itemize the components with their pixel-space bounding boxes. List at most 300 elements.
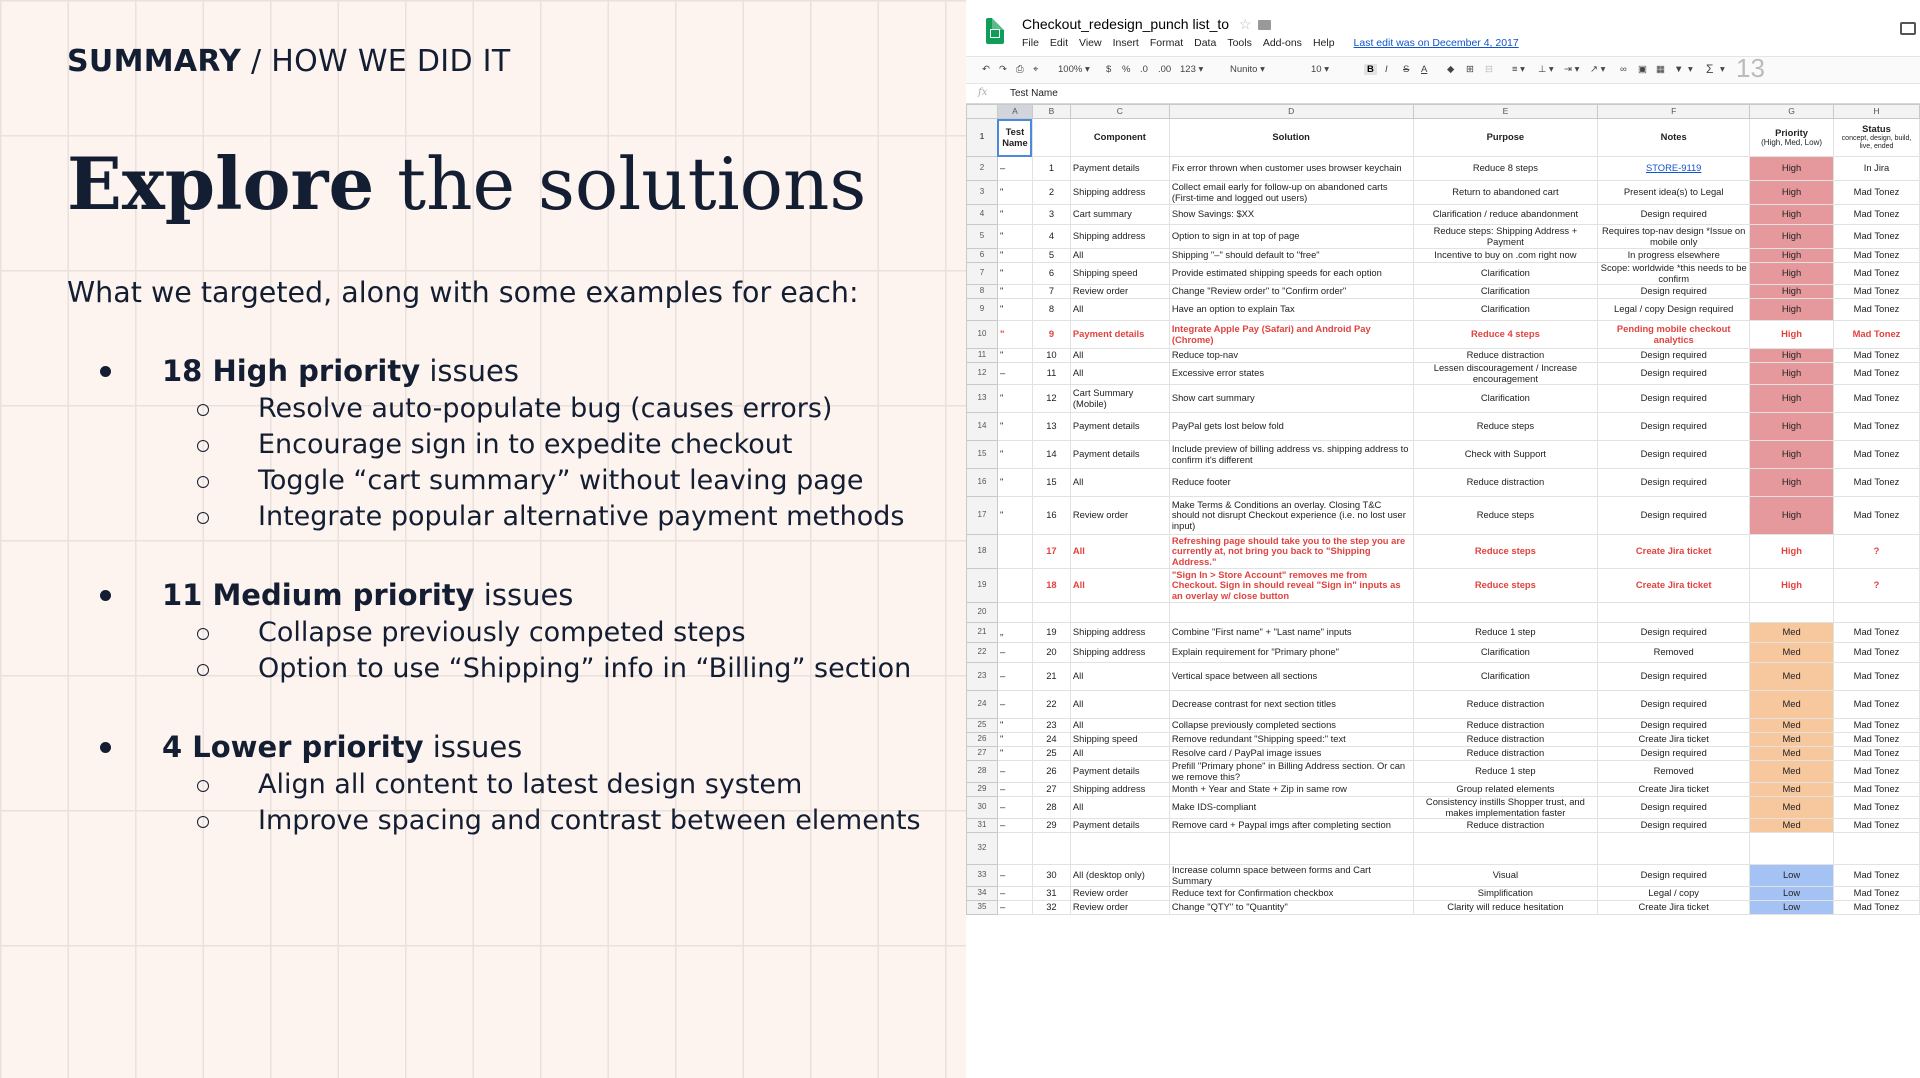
header-priority[interactable] (1750, 119, 1834, 157)
redo-icon[interactable]: ↷ (999, 64, 1007, 75)
table-row[interactable] (967, 833, 1920, 865)
column-header[interactable]: B (1032, 105, 1070, 119)
row-header[interactable]: 33 (967, 865, 998, 887)
header-status[interactable] (1834, 119, 1920, 157)
row-header[interactable]: 7 (967, 263, 998, 285)
cell-purpose[interactable] (1413, 603, 1598, 623)
row-header[interactable]: 22 (967, 643, 998, 663)
cell-number[interactable]: 1 (1032, 157, 1070, 181)
cell-solution[interactable]: Month + Year and State + Zip in same row (1169, 783, 1413, 797)
table-row[interactable] (967, 363, 1920, 385)
column-header[interactable]: F (1598, 105, 1750, 119)
cell-test-name[interactable]: " (997, 349, 1032, 363)
cell-component[interactable]: Shipping speed (1070, 263, 1169, 285)
cell-status[interactable]: Mad Tonez (1834, 819, 1920, 833)
cell-notes[interactable]: Create Jira ticket (1598, 783, 1750, 797)
row-header[interactable]: 16 (967, 469, 998, 497)
cell-solution[interactable]: Include preview of billing address vs. shipping address to confirm it's different (1169, 441, 1413, 469)
cell-notes[interactable]: Create Jira ticket (1598, 535, 1750, 569)
cell-notes[interactable]: STORE-9119 (1598, 157, 1750, 181)
fill-color-icon[interactable]: ◆ (1447, 64, 1455, 75)
cell-test-name[interactable]: – (997, 887, 1032, 901)
cell-priority[interactable]: High (1750, 413, 1834, 441)
cell-number[interactable]: 16 (1032, 497, 1070, 535)
column-header[interactable]: D (1169, 105, 1413, 119)
table-row[interactable] (967, 385, 1920, 413)
cell-solution[interactable]: Change "QTY" to "Quantity" (1169, 901, 1413, 915)
cell-status[interactable]: In Jira (1834, 157, 1920, 181)
table-row[interactable] (967, 157, 1920, 181)
cell-component[interactable]: Review order (1070, 887, 1169, 901)
strikethrough-button[interactable]: S (1403, 64, 1410, 75)
menu-item-insert[interactable]: Insert (1112, 37, 1139, 49)
currency-button[interactable]: $ (1106, 64, 1112, 75)
cell-solution[interactable]: Prefill "Primary phone" in Billing Address section. Or can we remove this? (1169, 761, 1413, 783)
vertical-align-icon[interactable]: ⊥ ▾ (1538, 64, 1554, 75)
cell-component[interactable]: All (1070, 299, 1169, 321)
italic-button[interactable]: I (1385, 64, 1388, 75)
cell-status[interactable]: Mad Tonez (1834, 497, 1920, 535)
column-header[interactable]: C (1070, 105, 1169, 119)
cell-test-name[interactable]: " (997, 321, 1032, 349)
cell-solution[interactable]: PayPal gets lost below fold (1169, 413, 1413, 441)
cell-component[interactable] (1070, 603, 1169, 623)
cell-solution[interactable]: Reduce top-nav (1169, 349, 1413, 363)
cell-solution[interactable]: Increase column space between forms and Cart Summary (1169, 865, 1413, 887)
cell-number[interactable]: 3 (1032, 205, 1070, 225)
cell-number[interactable]: 12 (1032, 385, 1070, 413)
cell-test-name[interactable]: " (997, 181, 1032, 205)
cell-solution[interactable]: Combine "First name" + "Last name" inputs (1169, 623, 1413, 643)
cell-test-name[interactable]: " (997, 263, 1032, 285)
cell-priority[interactable]: Low (1750, 887, 1834, 901)
cell-number[interactable] (1032, 603, 1070, 623)
cell-component[interactable]: Shipping address (1070, 783, 1169, 797)
table-row[interactable] (967, 623, 1920, 643)
increase-decimal-button[interactable]: .00 (1158, 64, 1172, 75)
cell-component[interactable]: All (1070, 469, 1169, 497)
row-header[interactable]: 26 (967, 733, 998, 747)
percent-button[interactable]: % (1122, 64, 1131, 75)
cell-purpose[interactable]: Clarification (1413, 643, 1598, 663)
cell-priority[interactable]: High (1750, 285, 1834, 299)
cell-purpose[interactable]: Visual (1413, 865, 1598, 887)
row-header[interactable]: 29 (967, 783, 998, 797)
cell-solution[interactable]: Show cart summary (1169, 385, 1413, 413)
cell-number[interactable]: 29 (1032, 819, 1070, 833)
cell-number[interactable]: 20 (1032, 643, 1070, 663)
cell-solution[interactable]: Show Savings: $XX (1169, 205, 1413, 225)
cell-status[interactable]: Mad Tonez (1834, 321, 1920, 349)
cell-solution[interactable]: Resolve card / PayPal image issues (1169, 747, 1413, 761)
menu-item-format[interactable]: Format (1149, 37, 1184, 49)
row-header[interactable]: 28 (967, 761, 998, 783)
cell-test-name[interactable]: – (997, 783, 1032, 797)
header-component[interactable]: Component (1070, 119, 1169, 157)
cell-number[interactable]: 9 (1032, 321, 1070, 349)
merge-cells-icon[interactable]: ⊟ (1485, 64, 1493, 75)
cell-purpose[interactable]: Check with Support (1413, 441, 1598, 469)
row-header[interactable]: 21 (967, 623, 998, 643)
cell-solution[interactable]: Refreshing page should take you to the step you are currently at, not bring you back to "Shipping Address." (1169, 535, 1413, 569)
cell-test-name[interactable]: – (997, 663, 1032, 691)
column-header[interactable]: G (1750, 105, 1834, 119)
cell-component[interactable]: All (1070, 691, 1169, 719)
zoom-select[interactable]: 100% ▾ (1058, 64, 1090, 75)
cell-test-name[interactable]: " (997, 205, 1032, 225)
cell-purpose[interactable]: Reduce distraction (1413, 747, 1598, 761)
cell-status[interactable] (1834, 603, 1920, 623)
menu-item-file[interactable]: File (1022, 37, 1039, 49)
cell-priority[interactable]: High (1750, 205, 1834, 225)
cell-priority[interactable] (1750, 833, 1834, 865)
table-row[interactable] (967, 249, 1920, 263)
text-wrap-icon[interactable]: ⇥ ▾ (1564, 64, 1580, 75)
cell-component[interactable]: All (desktop only) (1070, 865, 1169, 887)
cell-priority[interactable]: High (1750, 385, 1834, 413)
cell-status[interactable]: Mad Tonez (1834, 887, 1920, 901)
cell-purpose[interactable]: Consistency instills Shopper trust, and makes implementation faster (1413, 797, 1598, 819)
cell-test-name[interactable]: " (997, 719, 1032, 733)
row-header[interactable]: 19 (967, 569, 998, 603)
cell-notes[interactable]: Design required (1598, 623, 1750, 643)
row-header[interactable]: 1 (967, 119, 998, 157)
cell-number[interactable]: 26 (1032, 761, 1070, 783)
cell-priority[interactable]: Med (1750, 761, 1834, 783)
cell-component[interactable]: Cart Summary (Mobile) (1070, 385, 1169, 413)
table-row[interactable] (967, 733, 1920, 747)
cell-solution[interactable]: Integrate Apple Pay (Safari) and Android Pay (Chrome) (1169, 321, 1413, 349)
cell-purpose[interactable]: Clarification (1413, 299, 1598, 321)
table-row[interactable] (967, 603, 1920, 623)
insert-comment-icon[interactable]: ▣ (1638, 64, 1647, 75)
font-select[interactable]: Nunito ▾ (1230, 64, 1265, 75)
table-row[interactable] (967, 569, 1920, 603)
cell-status[interactable]: Mad Tonez (1834, 663, 1920, 691)
table-row[interactable] (967, 783, 1920, 797)
cell-purpose[interactable]: Simplification (1413, 887, 1598, 901)
header-notes[interactable]: Notes (1598, 119, 1750, 157)
cell-notes[interactable] (1598, 603, 1750, 623)
doc-title-text[interactable]: Checkout_redesign_punch list_to (1022, 16, 1230, 32)
cell-notes[interactable]: Design required (1598, 441, 1750, 469)
cell-component[interactable]: Payment details (1070, 321, 1169, 349)
sheet-grid[interactable] (966, 104, 1920, 915)
cell-purpose[interactable]: Reduce distraction (1413, 349, 1598, 363)
cell-purpose[interactable]: Clarification (1413, 263, 1598, 285)
row-header[interactable]: 23 (967, 663, 998, 691)
row-header[interactable]: 32 (967, 833, 998, 865)
cell-purpose[interactable] (1413, 833, 1598, 865)
cell-test-name[interactable] (997, 603, 1032, 623)
cell-priority[interactable]: High (1750, 249, 1834, 263)
cell-purpose[interactable]: Reduce steps (1413, 497, 1598, 535)
cell-notes[interactable]: Design required (1598, 363, 1750, 385)
menu-item-add-ons[interactable]: Add-ons (1262, 37, 1302, 49)
decrease-decimal-button[interactable]: .0 (1140, 64, 1148, 75)
cell-purpose[interactable]: Reduce 1 step (1413, 761, 1598, 783)
cell-status[interactable]: Mad Tonez (1834, 225, 1920, 249)
table-row[interactable] (967, 865, 1920, 887)
cell-purpose[interactable]: Reduce 4 steps (1413, 321, 1598, 349)
cell-test-name[interactable]: " (997, 497, 1032, 535)
cell-status[interactable]: Mad Tonez (1834, 719, 1920, 733)
cell-priority[interactable]: High (1750, 225, 1834, 249)
cell-test-name[interactable]: – (997, 157, 1032, 181)
cell-test-name[interactable]: – (997, 363, 1032, 385)
cell-number[interactable]: 18 (1032, 569, 1070, 603)
cell-solution[interactable]: "Sign In > Store Account" removes me from Checkout. Sign in should reveal "Sign in" inputs as an overlay w/ close button (1169, 569, 1413, 603)
row-header[interactable]: 8 (967, 285, 998, 299)
cell-number[interactable]: 11 (1032, 363, 1070, 385)
row-header[interactable]: 34 (967, 887, 998, 901)
cell-purpose[interactable]: Lessen discouragement / Increase encouragement (1413, 363, 1598, 385)
text-color-icon[interactable]: A (1421, 64, 1428, 75)
cell-component[interactable]: Shipping address (1070, 623, 1169, 643)
cell-status[interactable]: Mad Tonez (1834, 263, 1920, 285)
cell-test-name[interactable]: " (997, 385, 1032, 413)
function-button[interactable]: Σ (1706, 62, 1714, 76)
insert-chart-icon[interactable]: ▦ (1656, 64, 1665, 75)
header-test-name[interactable]: Test Name (997, 119, 1032, 157)
filter-views-icon[interactable]: ▾ (1688, 64, 1693, 75)
cell-notes[interactable]: Design required (1598, 349, 1750, 363)
sheets-logo-icon[interactable] (986, 18, 1004, 44)
cell-purpose[interactable]: Reduce distraction (1413, 819, 1598, 833)
cell-test-name[interactable] (997, 833, 1032, 865)
cell-component[interactable]: Payment details (1070, 761, 1169, 783)
cell-number[interactable]: 24 (1032, 733, 1070, 747)
menu-item-data[interactable]: Data (1194, 37, 1217, 49)
cell-number[interactable]: 23 (1032, 719, 1070, 733)
cell-purpose[interactable]: Clarification / reduce abandonment (1413, 205, 1598, 225)
cell-number[interactable]: 31 (1032, 887, 1070, 901)
row-header[interactable]: 3 (967, 181, 998, 205)
column-header[interactable]: E (1413, 105, 1598, 119)
horizontal-align-icon[interactable]: ≡ ▾ (1512, 64, 1525, 75)
cell-test-name[interactable]: " (997, 469, 1032, 497)
cell-priority[interactable]: Low (1750, 865, 1834, 887)
cell-status[interactable]: Mad Tonez (1834, 783, 1920, 797)
table-row[interactable] (967, 349, 1920, 363)
cell-priority[interactable]: High (1750, 321, 1834, 349)
cell-test-name[interactable] (997, 569, 1032, 603)
cell-solution[interactable]: Explain requirement for "Primary phone" (1169, 643, 1413, 663)
cell-number[interactable]: 28 (1032, 797, 1070, 819)
cell-notes[interactable]: Legal / copy (1598, 887, 1750, 901)
cell-notes[interactable]: In progress elsewhere (1598, 249, 1750, 263)
cell-priority[interactable]: High (1750, 263, 1834, 285)
cell-priority[interactable]: High (1750, 349, 1834, 363)
row-header[interactable]: 6 (967, 249, 998, 263)
cell-solution[interactable]: Remove redundant "Shipping speed:" text (1169, 733, 1413, 747)
table-row[interactable] (967, 535, 1920, 569)
cell-notes[interactable]: Requires top-nav design *Issue on mobile only (1598, 225, 1750, 249)
cell-number[interactable]: 10 (1032, 349, 1070, 363)
row-header[interactable]: 31 (967, 819, 998, 833)
formula-value[interactable]: Test Name (1010, 88, 1058, 99)
cell-number[interactable]: 15 (1032, 469, 1070, 497)
cell-status[interactable]: Mad Tonez (1834, 691, 1920, 719)
cell-number[interactable]: 19 (1032, 623, 1070, 643)
table-row[interactable] (967, 441, 1920, 469)
row-header[interactable]: 14 (967, 413, 998, 441)
cell-purpose[interactable]: Incentive to buy on .com right now (1413, 249, 1598, 263)
cell-status[interactable]: Mad Tonez (1834, 349, 1920, 363)
cell-priority[interactable]: High (1750, 363, 1834, 385)
paint-format-icon[interactable]: ⌖ (1033, 64, 1039, 75)
bold-button[interactable]: B (1364, 64, 1377, 75)
cell-status[interactable]: ? (1834, 535, 1920, 569)
comment-icon[interactable] (1900, 22, 1916, 35)
cell-priority[interactable]: Med (1750, 643, 1834, 663)
cell-priority[interactable]: Med (1750, 691, 1834, 719)
cell-number[interactable]: 13 (1032, 413, 1070, 441)
cell-status[interactable]: Mad Tonez (1834, 733, 1920, 747)
cell-notes[interactable]: Design required (1598, 469, 1750, 497)
row-header[interactable]: 9 (967, 299, 998, 321)
row-header[interactable]: 11 (967, 349, 998, 363)
cell-priority[interactable]: High (1750, 497, 1834, 535)
cell-priority[interactable]: High (1750, 569, 1834, 603)
row-header[interactable]: 12 (967, 363, 998, 385)
cell-notes[interactable]: Design required (1598, 285, 1750, 299)
cell-test-name[interactable]: – (997, 797, 1032, 819)
borders-icon[interactable]: ⊞ (1466, 64, 1474, 75)
table-row[interactable] (967, 225, 1920, 249)
menu-item-tools[interactable]: Tools (1227, 37, 1252, 49)
cell-component[interactable]: All (1070, 797, 1169, 819)
cell-solution[interactable]: Provide estimated shipping speeds for each option (1169, 263, 1413, 285)
cell-notes[interactable]: Design required (1598, 797, 1750, 819)
cell-status[interactable]: Mad Tonez (1834, 761, 1920, 783)
cell-test-name[interactable]: „ (997, 623, 1032, 643)
cell-notes[interactable]: Design required (1598, 691, 1750, 719)
cell-notes[interactable]: Design required (1598, 663, 1750, 691)
cell-priority[interactable]: Med (1750, 797, 1834, 819)
cell-purpose[interactable]: Reduce steps: Shipping Address + Payment (1413, 225, 1598, 249)
cell-component[interactable]: All (1070, 663, 1169, 691)
cell-notes[interactable]: Create Jira ticket (1598, 733, 1750, 747)
table-row[interactable] (967, 285, 1920, 299)
table-row[interactable] (967, 901, 1920, 915)
cell-status[interactable]: Mad Tonez (1834, 469, 1920, 497)
cell-number[interactable]: 27 (1032, 783, 1070, 797)
cell-number[interactable]: 22 (1032, 691, 1070, 719)
cell-component[interactable]: Shipping address (1070, 225, 1169, 249)
cell-status[interactable]: Mad Tonez (1834, 413, 1920, 441)
cell-notes[interactable]: Design required (1598, 385, 1750, 413)
table-row[interactable] (967, 263, 1920, 285)
cell-notes[interactable]: Removed (1598, 761, 1750, 783)
header-solution[interactable]: Solution (1169, 119, 1413, 157)
insert-link-icon[interactable]: ∞ (1620, 64, 1627, 75)
cell-status[interactable]: Mad Tonez (1834, 643, 1920, 663)
cell-solution[interactable]: Remove card + Paypal imgs after completing section (1169, 819, 1413, 833)
cell-number[interactable]: 25 (1032, 747, 1070, 761)
cell-component[interactable]: All (1070, 249, 1169, 263)
row-header[interactable]: 35 (967, 901, 998, 915)
header-purpose[interactable]: Purpose (1413, 119, 1598, 157)
cell-component[interactable] (1070, 833, 1169, 865)
cell-purpose[interactable]: Reduce distraction (1413, 733, 1598, 747)
cell-test-name[interactable] (997, 535, 1032, 569)
row-header[interactable]: 10 (967, 321, 998, 349)
cell-purpose[interactable]: Reduce 8 steps (1413, 157, 1598, 181)
cell-component[interactable]: All (1070, 349, 1169, 363)
column-header[interactable]: H (1834, 105, 1920, 119)
cell-test-name[interactable]: " (997, 441, 1032, 469)
cell-status[interactable]: Mad Tonez (1834, 181, 1920, 205)
menu-item-edit[interactable]: Edit (1049, 37, 1069, 49)
cell-purpose[interactable]: Clarification (1413, 385, 1598, 413)
cell-number[interactable]: 2 (1032, 181, 1070, 205)
cell-number[interactable]: 6 (1032, 263, 1070, 285)
cell-test-name[interactable]: " (997, 733, 1032, 747)
cell-component[interactable]: Shipping address (1070, 643, 1169, 663)
cell-component[interactable]: Payment details (1070, 819, 1169, 833)
cell-component[interactable]: Review order (1070, 901, 1169, 915)
cell-notes[interactable]: Legal / copy Design required (1598, 299, 1750, 321)
cell-notes[interactable]: Design required (1598, 865, 1750, 887)
cell-solution[interactable]: Fix error thrown when customer uses browser keychain (1169, 157, 1413, 181)
cell-solution[interactable]: Change "Review order" to "Confirm order" (1169, 285, 1413, 299)
number-format-select[interactable]: 123 ▾ (1180, 64, 1204, 75)
print-icon[interactable]: ⎙ (1016, 64, 1024, 75)
cell-solution[interactable] (1169, 603, 1413, 623)
row-header[interactable]: 2 (967, 157, 998, 181)
folder-icon[interactable] (1258, 20, 1271, 30)
cell-notes[interactable]: Removed (1598, 643, 1750, 663)
cell-priority[interactable]: Med (1750, 733, 1834, 747)
cell-solution[interactable]: Make IDS-compliant (1169, 797, 1413, 819)
table-row[interactable] (967, 663, 1920, 691)
menu-item-view[interactable]: View (1079, 37, 1102, 49)
cell-priority[interactable]: High (1750, 535, 1834, 569)
cell-purpose[interactable]: Reduce 1 step (1413, 623, 1598, 643)
cell-purpose[interactable]: Clarification (1413, 285, 1598, 299)
cell-solution[interactable] (1169, 833, 1413, 865)
column-header[interactable]: A (997, 105, 1032, 119)
cell-number[interactable]: 7 (1032, 285, 1070, 299)
cell-priority[interactable]: Med (1750, 719, 1834, 733)
cell-number[interactable]: 32 (1032, 901, 1070, 915)
cell-priority[interactable]: High (1750, 299, 1834, 321)
cell-priority[interactable]: Med (1750, 819, 1834, 833)
cell-test-name[interactable]: " (997, 285, 1032, 299)
cell-purpose[interactable]: Reduce distraction (1413, 691, 1598, 719)
cell-purpose[interactable]: Reduce distraction (1413, 469, 1598, 497)
cell-notes[interactable] (1598, 833, 1750, 865)
cell-purpose[interactable]: Reduce steps (1413, 569, 1598, 603)
table-row[interactable] (967, 719, 1920, 733)
row-header[interactable]: 27 (967, 747, 998, 761)
cell-component[interactable]: All (1070, 363, 1169, 385)
cell-notes[interactable]: Pending mobile checkout analytics (1598, 321, 1750, 349)
cell-number[interactable] (1032, 833, 1070, 865)
row-header[interactable]: 17 (967, 497, 998, 535)
header-number[interactable] (1032, 119, 1070, 157)
cell-test-name[interactable]: – (997, 691, 1032, 719)
cell-priority[interactable]: Med (1750, 623, 1834, 643)
cell-priority[interactable]: High (1750, 157, 1834, 181)
cell-number[interactable]: 5 (1032, 249, 1070, 263)
table-row[interactable] (967, 887, 1920, 901)
cell-priority[interactable] (1750, 603, 1834, 623)
table-row[interactable] (967, 747, 1920, 761)
row-header[interactable]: 18 (967, 535, 998, 569)
table-row[interactable] (967, 643, 1920, 663)
